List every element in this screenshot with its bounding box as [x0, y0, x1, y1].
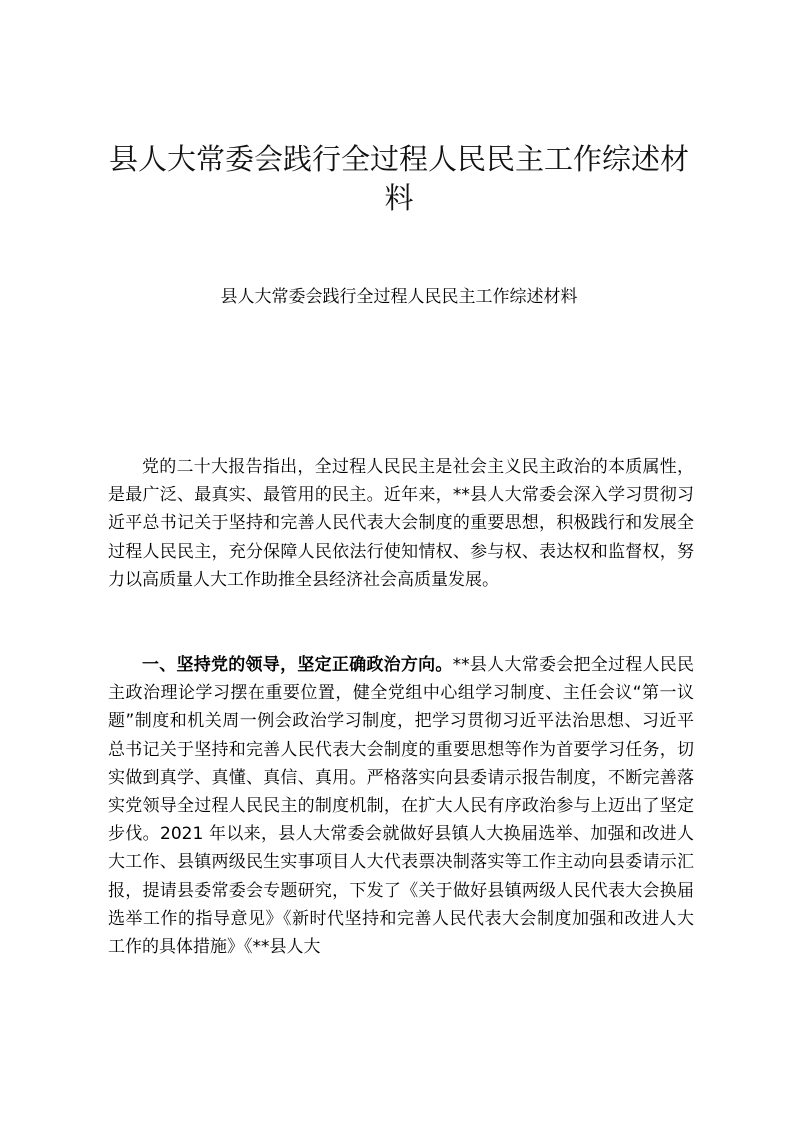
intro-paragraph-text: 党的二十大报告指出，全过程人民民主是社会主义民主政治的本质属性，是最广泛、最真实、最管用的民主。近年来，**县人大常委会深入学习贯彻习近平总书记关于坚持和完善人民代表大会制度的重要思想，积极践行和发展全过程人民民主，充分保障人民依法行使知情权、参与权、表达权和监督权，努力以高质量人大工作助推全县经济社会高质量发展。 — [108, 457, 694, 590]
intro-paragraph — [108, 453, 694, 594]
section-one-paragraph — [108, 651, 694, 961]
document-title: 县人大常委会践行全过程人民民主工作综述材料 — [108, 142, 689, 215]
section-one-text: **县人大常委会把全过程人民民主政治理论学习摆在重要位置，健全党组中心组学习制度、主任会议“第一议题”制度和机关周一例会政治学习制度，把学习贯彻习近平法治思想、习近平总书记关于坚持和完善人民代表大会制度的重要思想等作为首要学习任务，切实做到真学、真懂、真信、真用。严格落实向县委请示报告制度，不断完善落实党领导全过程人民民主的制度机制，在扩大人民有序政治参与上迈出了坚定步伐。2021 年以来，县人大常委会就做好县镇人大换届选举、加强和改进人大工作、县镇两级民生实事项目人大代表票决制落实等工作主动向县委请示汇报，提请县委常委会专题研究，下发了《关于做好县镇两级人民代表大会换届选举工作的指导意见》《新时代坚持和完善人民代表大会制度加强和改进人大工作的具体措施》《**县人大 — [108, 655, 695, 958]
document-subtitle: 县人大常委会践行全过程人民民主工作综述材料 — [220, 287, 578, 307]
section-one-heading: 一、坚持党的领导，坚定正确政治方向。 — [142, 655, 453, 675]
